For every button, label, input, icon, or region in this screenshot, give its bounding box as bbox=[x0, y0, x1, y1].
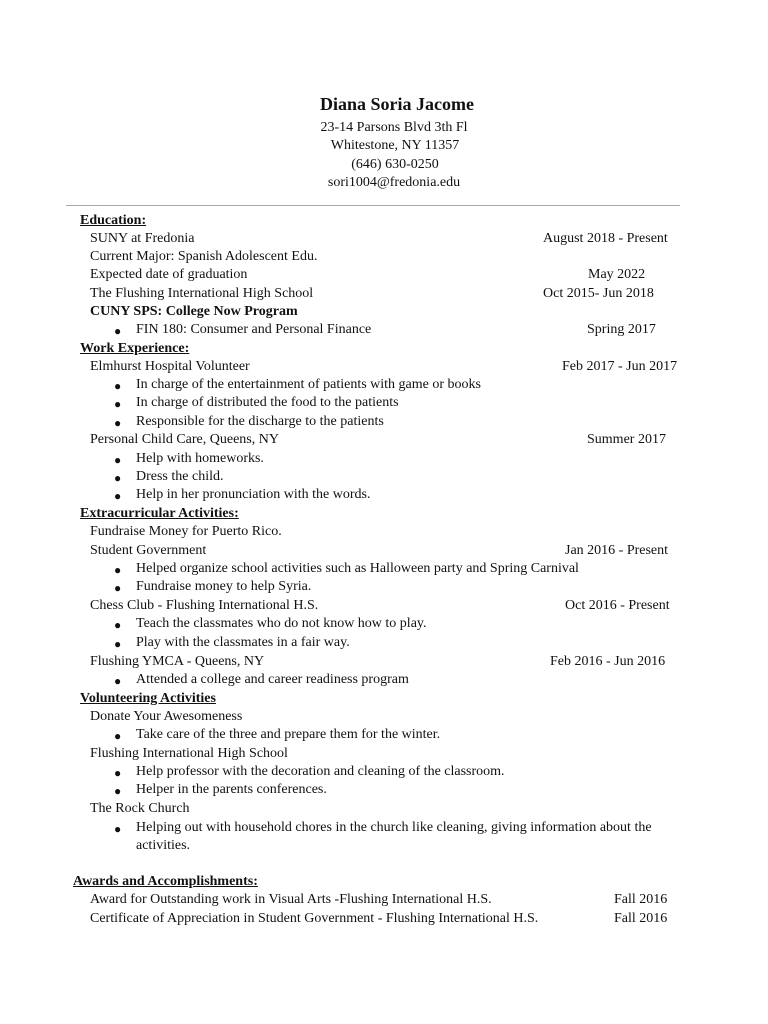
education-high-school-date: Oct 2015- Jun 2018 bbox=[543, 286, 654, 301]
bullet-icon: ● bbox=[114, 637, 122, 651]
extracurricular-heading: Extracurricular Activities: bbox=[80, 506, 239, 521]
award-visual-arts: Award for Outstanding work in Visual Arts -Flushing International H.S. bbox=[90, 892, 492, 907]
header-divider bbox=[66, 205, 680, 206]
volunteering-rock-bullet-line-1: Helping out with household chores in the church like cleaning, giving information about the bbox=[136, 820, 652, 835]
bullet-icon: ● bbox=[114, 379, 122, 393]
extracurricular-chess-bullet: Play with the classmates in a fair way. bbox=[136, 635, 350, 650]
address-line-2: Whitestone, NY 11357 bbox=[330, 138, 460, 153]
award-student-government: Certificate of Appreciation in Student Government - Flushing International H.S. bbox=[90, 911, 539, 926]
education-school-date: August 2018 - Present bbox=[543, 231, 668, 246]
bullet-icon: ● bbox=[114, 453, 122, 467]
extracurricular-chess-bullet: Teach the classmates who do not know how to play. bbox=[136, 616, 427, 631]
volunteering-fihs-bullet: Help professor with the decoration and cleaning of the classroom. bbox=[136, 764, 505, 779]
bullet-icon: ● bbox=[114, 822, 122, 836]
education-course: FIN 180: Consumer and Personal Finance bbox=[136, 322, 372, 337]
bullet-icon: ● bbox=[114, 766, 122, 780]
work-elmhurst-bullet: In charge of the entertainment of patients with game or books bbox=[136, 377, 481, 392]
extracurricular-student-government: Student Government bbox=[90, 543, 207, 558]
work-elmhurst-date: Feb 2017 - Jun 2017 bbox=[562, 359, 678, 374]
work-elmhurst-title: Elmhurst Hospital Volunteer bbox=[90, 359, 250, 374]
awards-heading: Awards and Accomplishments: bbox=[73, 874, 258, 889]
volunteering-rock-bullet-line-2: activities. bbox=[136, 838, 191, 853]
bullet-icon: ● bbox=[114, 581, 122, 595]
extracurricular-ymca-bullet: Attended a college and career readiness program bbox=[136, 672, 409, 687]
extracurricular-stugov-bullet: Helped organize school activities such as Halloween party and Spring Carnival bbox=[136, 561, 579, 576]
work-childcare-bullet: Help with homeworks. bbox=[136, 451, 264, 466]
work-heading: Work Experience: bbox=[80, 341, 190, 356]
bullet-icon: ● bbox=[114, 729, 122, 743]
education-graduation-label: Expected date of graduation bbox=[90, 267, 248, 282]
bullet-icon: ● bbox=[114, 416, 122, 430]
extracurricular-stugov-bullet: Fundraise money to help Syria. bbox=[136, 579, 312, 594]
phone-number: (646) 630-0250 bbox=[351, 157, 439, 172]
bullet-icon: ● bbox=[114, 397, 122, 411]
education-school: SUNY at Fredonia bbox=[90, 231, 195, 246]
volunteering-rock-church: The Rock Church bbox=[90, 801, 190, 816]
resume-name: Diana Soria Jacome bbox=[320, 94, 474, 114]
volunteering-donate: Donate Your Awesomeness bbox=[90, 709, 243, 724]
extracurricular-ymca: Flushing YMCA - Queens, NY bbox=[90, 654, 265, 669]
extracurricular-ymca-date: Feb 2016 - Jun 2016 bbox=[550, 654, 666, 669]
award-student-government-date: Fall 2016 bbox=[614, 911, 668, 926]
extracurricular-student-government-date: Jan 2016 - Present bbox=[565, 543, 669, 558]
bullet-icon: ● bbox=[114, 489, 122, 503]
work-childcare-date: Summer 2017 bbox=[587, 432, 666, 447]
education-heading: Education: bbox=[80, 213, 147, 228]
education-major: Current Major: Spanish Adolescent Edu. bbox=[90, 249, 318, 264]
education-high-school: The Flushing International High School bbox=[90, 286, 314, 301]
bullet-icon: ● bbox=[114, 324, 122, 338]
work-elmhurst-bullet: Responsible for the discharge to the patients bbox=[136, 414, 384, 429]
award-visual-arts-date: Fall 2016 bbox=[614, 892, 668, 907]
volunteering-fihs-bullet: Helper in the parents conferences. bbox=[136, 782, 327, 797]
education-course-date: Spring 2017 bbox=[587, 322, 656, 337]
education-graduation-date: May 2022 bbox=[588, 267, 646, 282]
work-childcare-title: Personal Child Care, Queens, NY bbox=[90, 432, 279, 447]
extracurricular-chess-club-date: Oct 2016 - Present bbox=[565, 598, 670, 613]
bullet-icon: ● bbox=[114, 563, 122, 577]
work-childcare-bullet: Help in her pronunciation with the words. bbox=[136, 487, 371, 502]
bullet-icon: ● bbox=[114, 784, 122, 798]
volunteering-donate-bullet: Take care of the three and prepare them for the winter. bbox=[136, 727, 441, 742]
email-address: sori1004@fredonia.edu bbox=[327, 175, 461, 190]
extracurricular-fundraise: Fundraise Money for Puerto Rico. bbox=[90, 524, 282, 539]
address-line-1: 23-14 Parsons Blvd 3th Fl bbox=[320, 120, 468, 135]
education-cuny-program: CUNY SPS: College Now Program bbox=[90, 304, 298, 319]
work-childcare-bullet: Dress the child. bbox=[136, 469, 224, 484]
bullet-icon: ● bbox=[114, 618, 122, 632]
bullet-icon: ● bbox=[114, 674, 122, 688]
extracurricular-chess-club: Chess Club - Flushing International H.S. bbox=[90, 598, 319, 613]
work-elmhurst-bullet: In charge of distributed the food to the patients bbox=[136, 395, 399, 410]
volunteering-fihs: Flushing International High School bbox=[90, 746, 288, 761]
volunteering-heading: Volunteering Activities bbox=[80, 691, 216, 706]
bullet-icon: ● bbox=[114, 471, 122, 485]
